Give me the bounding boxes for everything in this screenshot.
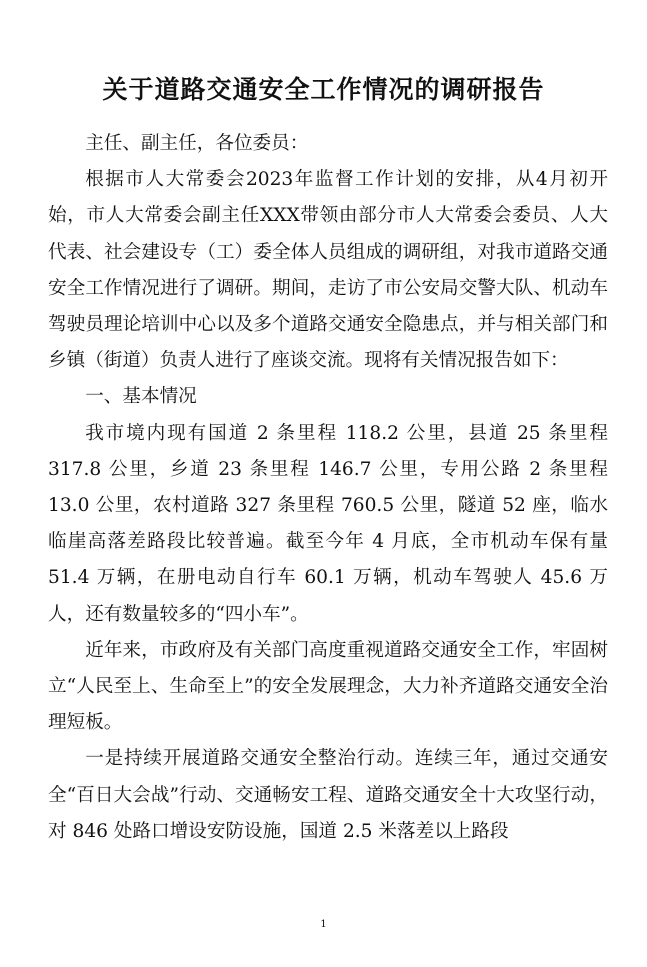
paragraph-road-statistics: 我市境内现有国道 2 条里程 118.2 公里，县道 25 条里程 317.8 公里，乡道 23 条里程 146.7 公里，专用公路 2 条里程 13.0 公里，农村道路 327 条里程 760.5 公里，隧道 52 座，临水临崖高落差路段比较普遍。截至今年 4 月底，全市机动车保有量 51.4 万辆，在册电动自行车 60.1 万辆，机动车驾驶人 45.6 万人，还有数量较多的“四小车”。 (48, 422, 608, 625)
document-title: 关于道路交通安全工作情况的调研报告 (102, 75, 545, 104)
paragraph-intro: 根据市人大常委会2023年监督工作计划的安排，从4月初开始，市人大常委会副主任XXX带领由部分市人大常委会委员、人大代表、社会建设专（工）委全体人员组成的调研组，对我市道路交通安全工作情况进行了调研。期间，走访了市公安局交警大队、机动车驾驶员理论培训中心以及多个道路交通安全隐患点，并与相关部门和乡镇（街道）负责人进行了座谈交流。现将有关情况报告如下： (48, 169, 608, 372)
paragraph-government-efforts: 近年来，市政府及有关部门高度重视道路交通安全工作，牢固树立“人民至上、生命至上”的安全发展理念，大力补齐道路交通安全治理短板。 (48, 639, 608, 734)
section-heading-basic-situation: 一、基本情况 (85, 386, 197, 408)
page-number: 1 (320, 919, 327, 930)
salutation: 主任、副主任，各位委员： (85, 133, 309, 154)
document-body (48, 126, 608, 850)
paragraph-rectification-action: 一是持续开展道路交通安全整治行动。连续三年，通过交通安全“百日大会战”行动、交通畅安工程、道路交通安全十大攻坚行动，对 846 处路口增设安防设施，国道 2.5 米落差以上路段 (48, 748, 608, 842)
